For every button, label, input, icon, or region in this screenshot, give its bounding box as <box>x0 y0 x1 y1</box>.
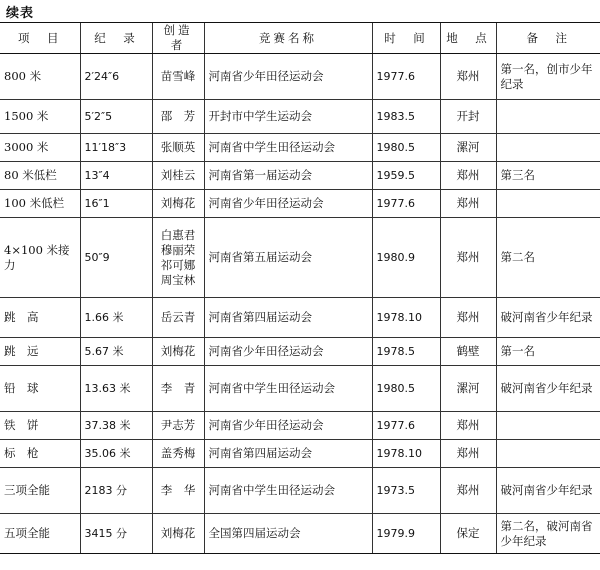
header-holder: 创造者 <box>152 23 204 54</box>
table-row <box>0 54 600 100</box>
cell-holder: 刘桂云 <box>152 162 204 190</box>
cell-place: 郑州 <box>440 298 496 338</box>
cell-competition: 河南省第一届运动会 <box>204 162 372 190</box>
cell-record: 5′2″5 <box>80 100 152 134</box>
cell-record: 16″1 <box>80 190 152 218</box>
cell-time: 1980.5 <box>372 366 440 412</box>
header-record: 纪 录 <box>80 23 152 54</box>
cell-event: 标 枪 <box>0 440 80 468</box>
cell-note <box>496 134 600 162</box>
cell-event: 铅 球 <box>0 366 80 412</box>
cell-place: 郑州 <box>440 412 496 440</box>
cell-record: 11′18″3 <box>80 134 152 162</box>
table-row <box>0 514 600 554</box>
cell-holder: 李 华 <box>152 468 204 514</box>
cell-competition: 河南省第四届运动会 <box>204 298 372 338</box>
cell-place: 郑州 <box>440 162 496 190</box>
cell-competition: 河南省中学生田径运动会 <box>204 366 372 412</box>
cell-holder: 白惠君 穆丽荣 祁可娜 周宝林 <box>152 218 204 298</box>
cell-note: 破河南省少年纪录 <box>496 298 600 338</box>
header-event: 项 目 <box>0 23 80 54</box>
cell-holder: 李 青 <box>152 366 204 412</box>
cell-time: 1979.9 <box>372 514 440 554</box>
header-time: 时 间 <box>372 23 440 54</box>
cell-note <box>496 412 600 440</box>
cell-note <box>496 190 600 218</box>
cell-competition: 河南省少年田径运动会 <box>204 412 372 440</box>
cell-event: 4×100 米接力 <box>0 218 80 298</box>
cell-event: 铁 饼 <box>0 412 80 440</box>
header-note: 备 注 <box>496 23 600 54</box>
cell-holder: 苗雪峰 <box>152 54 204 100</box>
cell-event: 跳 高 <box>0 298 80 338</box>
cell-place: 鹤壁 <box>440 338 496 366</box>
cell-place: 郑州 <box>440 440 496 468</box>
table-row <box>0 412 600 440</box>
cell-time: 1973.5 <box>372 468 440 514</box>
cell-event: 跳 远 <box>0 338 80 366</box>
cell-note: 第一名 <box>496 338 600 366</box>
table-row <box>0 162 600 190</box>
table-row <box>0 338 600 366</box>
cell-time: 1980.5 <box>372 134 440 162</box>
cell-time: 1978.10 <box>372 298 440 338</box>
cell-event: 1500 米 <box>0 100 80 134</box>
cell-competition: 河南省第四届运动会 <box>204 440 372 468</box>
table-row <box>0 100 600 134</box>
cell-time: 1983.5 <box>372 100 440 134</box>
cell-time: 1977.6 <box>372 190 440 218</box>
cell-place: 漯河 <box>440 134 496 162</box>
cell-holder: 邵 芳 <box>152 100 204 134</box>
cell-note <box>496 100 600 134</box>
cell-time: 1977.6 <box>372 54 440 100</box>
cell-holder: 岳云青 <box>152 298 204 338</box>
cell-record: 13″4 <box>80 162 152 190</box>
cell-competition: 河南省第五届运动会 <box>204 218 372 298</box>
cell-holder: 刘梅花 <box>152 514 204 554</box>
cell-event: 3000 米 <box>0 134 80 162</box>
cell-competition: 河南省中学生田径运动会 <box>204 134 372 162</box>
cell-event: 800 米 <box>0 54 80 100</box>
table-row <box>0 298 600 338</box>
header-place: 地 点 <box>440 23 496 54</box>
table-row <box>0 440 600 468</box>
cell-competition: 开封市中学生运动会 <box>204 100 372 134</box>
cell-record: 1.66 米 <box>80 298 152 338</box>
cell-event: 三项全能 <box>0 468 80 514</box>
cell-holder: 刘梅花 <box>152 190 204 218</box>
cell-record: 50″9 <box>80 218 152 298</box>
cell-event: 五项全能 <box>0 514 80 554</box>
cell-note: 第二名 <box>496 218 600 298</box>
cell-note: 第三名 <box>496 162 600 190</box>
cell-time: 1978.5 <box>372 338 440 366</box>
table-row <box>0 218 600 298</box>
cell-holder: 张顺英 <box>152 134 204 162</box>
cell-competition: 河南省少年田径运动会 <box>204 338 372 366</box>
cell-competition: 河南省少年田径运动会 <box>204 54 372 100</box>
cell-record: 3415 分 <box>80 514 152 554</box>
cell-note: 破河南省少年纪录 <box>496 468 600 514</box>
cell-record: 5.67 米 <box>80 338 152 366</box>
table-header-row <box>0 23 600 54</box>
cell-place: 郑州 <box>440 468 496 514</box>
table-row <box>0 134 600 162</box>
cell-time: 1977.6 <box>372 412 440 440</box>
cell-place: 漯河 <box>440 366 496 412</box>
table-row <box>0 468 600 514</box>
cell-holder: 尹志芳 <box>152 412 204 440</box>
cell-competition: 河南省中学生田径运动会 <box>204 468 372 514</box>
header-competition: 竞赛名称 <box>204 23 372 54</box>
cell-note: 第一名，创市少年纪录 <box>496 54 600 100</box>
cell-event: 80 米低栏 <box>0 162 80 190</box>
cell-place: 开封 <box>440 100 496 134</box>
cell-time: 1978.10 <box>372 440 440 468</box>
cell-competition: 河南省少年田径运动会 <box>204 190 372 218</box>
cell-note: 第二名，破河南省少年纪录 <box>496 514 600 554</box>
cell-time: 1959.5 <box>372 162 440 190</box>
table-body <box>0 54 600 554</box>
cell-note <box>496 440 600 468</box>
cell-competition: 全国第四届运动会 <box>204 514 372 554</box>
cell-place: 郑州 <box>440 54 496 100</box>
cell-record: 2′24″6 <box>80 54 152 100</box>
cell-record: 2183 分 <box>80 468 152 514</box>
cell-holder: 盖秀梅 <box>152 440 204 468</box>
table-row <box>0 366 600 412</box>
cell-time: 1980.9 <box>372 218 440 298</box>
records-table <box>0 22 600 554</box>
cell-record: 13.63 米 <box>80 366 152 412</box>
cell-event: 100 米低栏 <box>0 190 80 218</box>
cell-record: 35.06 米 <box>80 440 152 468</box>
cell-place: 郑州 <box>440 190 496 218</box>
cell-note: 破河南省少年纪录 <box>496 366 600 412</box>
cell-place: 郑州 <box>440 218 496 298</box>
cell-place: 保定 <box>440 514 496 554</box>
cell-record: 37.38 米 <box>80 412 152 440</box>
table-caption: 续表 <box>6 6 35 21</box>
cell-holder: 刘梅花 <box>152 338 204 366</box>
table-row <box>0 190 600 218</box>
